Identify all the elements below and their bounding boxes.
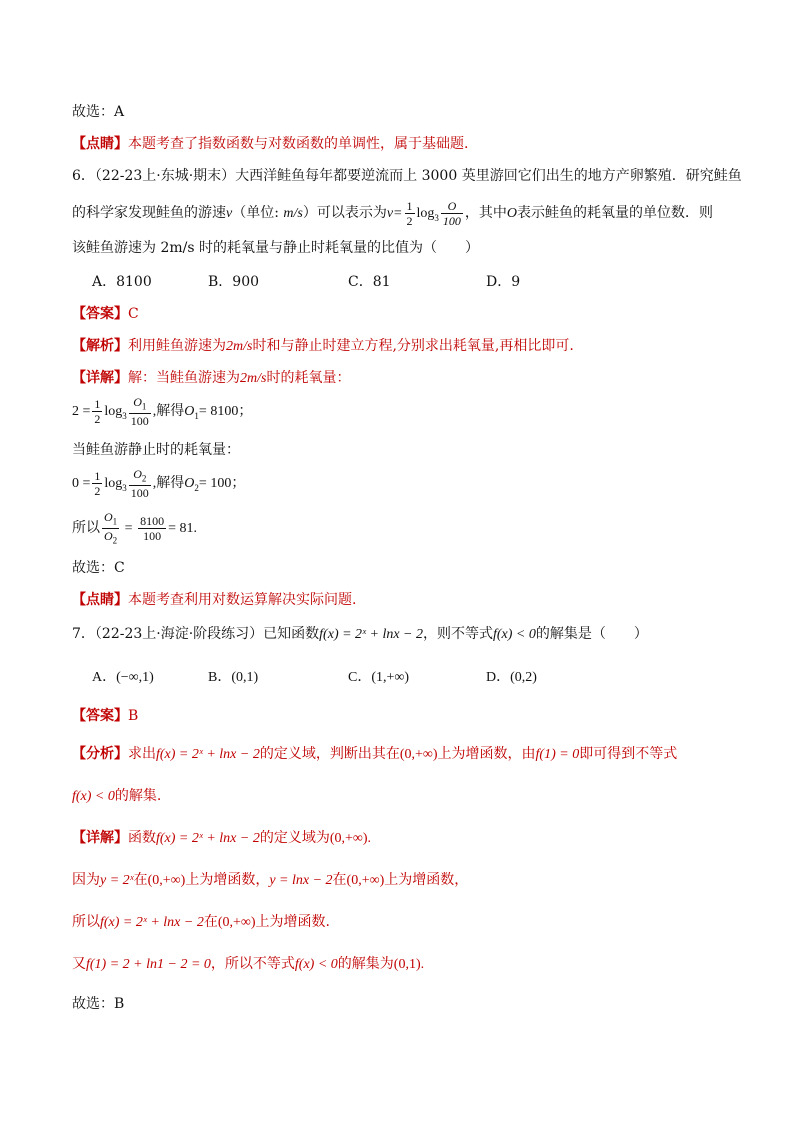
q6-equation-1	[72, 394, 252, 434]
detail-text: 上为增函数，	[384, 872, 469, 888]
frac-num: 1	[94, 469, 101, 484]
q6-answer	[72, 304, 139, 324]
var-o: O	[506, 206, 518, 221]
var-o: O	[184, 404, 195, 419]
fraction-o2	[129, 467, 151, 500]
q6-text: （单位:	[232, 205, 284, 221]
q6-option-a: A．8100	[92, 274, 152, 290]
eq-end: ；	[238, 404, 253, 419]
q6-equation-2	[72, 466, 245, 506]
detail-text: 的定义域为	[259, 830, 330, 846]
detail-math: f(x) = 2ˣ + lnx − 2	[100, 915, 204, 930]
q6-stem-line1: 6．（22-23上·东城·期末）大西洋鲑鱼每年都要逆流而上 3000 英里游回它们出生的地方产卵繁殖．研究鲑鱼	[72, 168, 742, 184]
detail-math: y = 2ˣ	[100, 873, 134, 888]
subscript: 2	[194, 482, 199, 493]
answer-value: C	[128, 306, 139, 322]
log-base: 3	[122, 482, 127, 493]
detail-text: 函数	[128, 830, 156, 846]
q7-detail-3	[72, 912, 330, 933]
detail-text: 因为	[72, 872, 100, 888]
subscript: 2	[112, 535, 118, 546]
so-text: 所以	[72, 520, 100, 537]
q7-detail-1	[72, 828, 371, 849]
log: log	[416, 206, 435, 221]
frac-num: O	[441, 199, 463, 214]
analysis-tag: 【解析】	[72, 338, 128, 354]
frac-den: 100	[130, 486, 149, 501]
q7-analysis-line2	[72, 786, 161, 807]
analysis-math: f(x) < 0	[72, 789, 115, 804]
detail-math: f(1) = 2 + ln1 − 2 = 0	[86, 957, 211, 972]
analysis-tag: 【分析】	[72, 746, 128, 762]
q6-option-c: C．81	[348, 274, 391, 290]
answer-tag: 【答案】	[72, 708, 128, 724]
eq-result: = 8100	[198, 404, 239, 419]
detail-text: 所以	[72, 914, 100, 930]
comment-text: 本题考查利用对数运算解决实际问题.	[128, 592, 357, 608]
frac-den: 100	[442, 213, 461, 228]
detail-math: (0,+∞).	[329, 831, 372, 846]
detail-text: 解：当鲑鱼游速为	[128, 370, 240, 386]
detail-text: ，所以不等式	[210, 956, 295, 972]
detail-text: 上为增函数.	[255, 914, 330, 930]
q7-choice: 故选：B	[72, 996, 125, 1012]
q6-detail-head	[72, 368, 350, 389]
q5-comment	[72, 134, 468, 154]
q6-stem-line3: 该鲑鱼游速为 2m/s 时的耗氧量与静止时耗氧量的比值为（ ）	[72, 240, 479, 256]
fraction-half	[405, 199, 415, 228]
subscript: 1	[194, 410, 199, 421]
detail-text: 上为增函数，	[185, 872, 270, 888]
var-o: O	[104, 529, 113, 544]
detail-math: (0,+∞)	[346, 873, 385, 888]
q7-text: 7．（22-23上·海淀·阶段练习）已知函数	[72, 626, 320, 642]
detail-text: 在	[203, 914, 218, 930]
analysis-text: 的定义域，判断出其在	[259, 746, 400, 762]
detail-math: (0,1).	[393, 957, 425, 972]
ratio-result: = 81.	[168, 521, 197, 537]
formula-lhs: v=	[386, 206, 403, 221]
q6-text: ，其中	[464, 205, 507, 221]
q7-stem	[72, 624, 648, 645]
log-base: 3	[122, 410, 127, 421]
fraction-o1	[129, 395, 151, 428]
comment-tag: 【点睛】	[72, 592, 128, 608]
eq-result: = 100	[198, 476, 232, 491]
q6-ratio: 所以 $\frac{O_1}{O_2}$ = $\frac{8100}{100}$ = 81.	[72, 510, 197, 546]
var-v: v	[226, 206, 233, 221]
detail-text: 在	[133, 872, 148, 888]
detail-tag: 【详解】	[72, 830, 128, 846]
eq-end: ；	[231, 476, 246, 491]
q6-text: ）可以表示为	[302, 205, 387, 221]
q6-stem-line2	[72, 196, 713, 235]
analysis-text: 上为增函数，由	[437, 746, 536, 762]
analysis-text: 时和与静止时建立方程,分别求出耗氧量,再相比即可.	[252, 338, 574, 354]
q7-option-c: C．(1,+∞)	[348, 670, 410, 685]
fraction-o	[441, 199, 463, 228]
detail-text: 在	[332, 872, 347, 888]
detail-text: 的解集为	[337, 956, 394, 972]
comment-text: 本题考查了指数函数与对数函数的单调性，属于基础题.	[128, 136, 469, 152]
frac-den: 2	[94, 484, 101, 499]
analysis-text: 利用鲑鱼游速为	[128, 338, 226, 354]
var-o: O	[133, 467, 142, 482]
q7-text: 的解集是（ ）	[535, 626, 648, 642]
q7-detail-4	[72, 954, 424, 975]
var-o: O	[184, 476, 195, 491]
answer-tag: 【答案】	[72, 306, 128, 322]
q7-text: ，则不等式	[423, 626, 493, 642]
q7-option-a: A．(−∞,1)	[92, 670, 154, 685]
subscript: 2	[141, 473, 147, 484]
eq-text: ,解得	[152, 404, 185, 419]
var-o: O	[104, 510, 113, 524]
detail-tag: 【详解】	[72, 370, 128, 386]
fraction-8100-100	[138, 514, 166, 543]
eq-lhs: 2 =	[72, 404, 91, 419]
eq-lhs: 0 =	[72, 476, 91, 491]
q7-answer	[72, 706, 138, 726]
detail-text: 又	[72, 956, 86, 972]
log: log	[104, 476, 123, 491]
detail-math: f(x) < 0	[294, 957, 338, 972]
q7-option-d: D．(0,2)	[486, 670, 537, 685]
analysis-math: (0,+∞)	[399, 747, 438, 762]
analysis-value: 2m/s	[226, 339, 253, 354]
frac-den: 2	[406, 213, 413, 228]
q6-text: 的科学家发现鲑鱼的游速	[72, 205, 226, 221]
fraction-half	[92, 469, 102, 498]
q7-option-b: B．(0,1)	[208, 670, 259, 685]
q6-still-text: 当鲑鱼游静止时的耗氧量：	[72, 442, 240, 458]
log: log	[104, 404, 123, 419]
eq-text: ,解得	[152, 476, 185, 491]
analysis-math: f(1) = 0	[535, 747, 580, 762]
q6-option-d: D．9	[486, 274, 521, 290]
detail-value: 2m/s	[240, 371, 267, 386]
q6-analysis	[72, 336, 574, 357]
q7-inequality: f(x) < 0	[493, 627, 536, 642]
comment-tag: 【点睛】	[72, 136, 128, 152]
q6-option-b: B．900	[208, 274, 260, 290]
subscript: 1	[112, 516, 118, 527]
fraction-o1-o2	[102, 510, 119, 548]
frac-num: 8100	[140, 514, 165, 529]
detail-math: (0,+∞)	[147, 873, 186, 888]
answer-value: B	[128, 708, 139, 724]
q7-function: f(x) = 2ˣ + lnx − 2	[319, 627, 423, 642]
analysis-math: f(x) = 2ˣ + lnx − 2	[156, 747, 260, 762]
frac-den: 100	[130, 414, 149, 429]
analysis-text: 即可得到不等式	[579, 746, 678, 762]
frac-den: 2	[94, 412, 101, 427]
detail-math: (0,+∞)	[217, 915, 256, 930]
analysis-text: 的解集.	[114, 788, 162, 804]
detail-math: f(x) = 2ˣ + lnx − 2	[156, 831, 260, 846]
detail-text: 时的耗氧量：	[266, 370, 351, 386]
detail-math: y = lnx − 2	[269, 873, 333, 888]
q6-text: 表示鲑鱼的耗氧量的单位数．则	[517, 205, 714, 221]
unit: m/s	[283, 206, 303, 221]
q6-choice: 故选：C	[72, 560, 125, 576]
frac-num: 1	[406, 198, 413, 213]
q7-detail-2	[72, 870, 468, 891]
subscript: 1	[141, 401, 147, 412]
q7-analysis	[72, 744, 677, 765]
var-o: O	[133, 395, 142, 410]
frac-den: 100	[143, 529, 162, 544]
frac-num: 1	[94, 397, 101, 412]
q5-choice: 故选：A	[72, 104, 125, 120]
log-base: 3	[434, 212, 439, 223]
fraction-half	[92, 397, 102, 426]
q6-comment	[72, 590, 356, 610]
analysis-text: 求出	[128, 746, 156, 762]
